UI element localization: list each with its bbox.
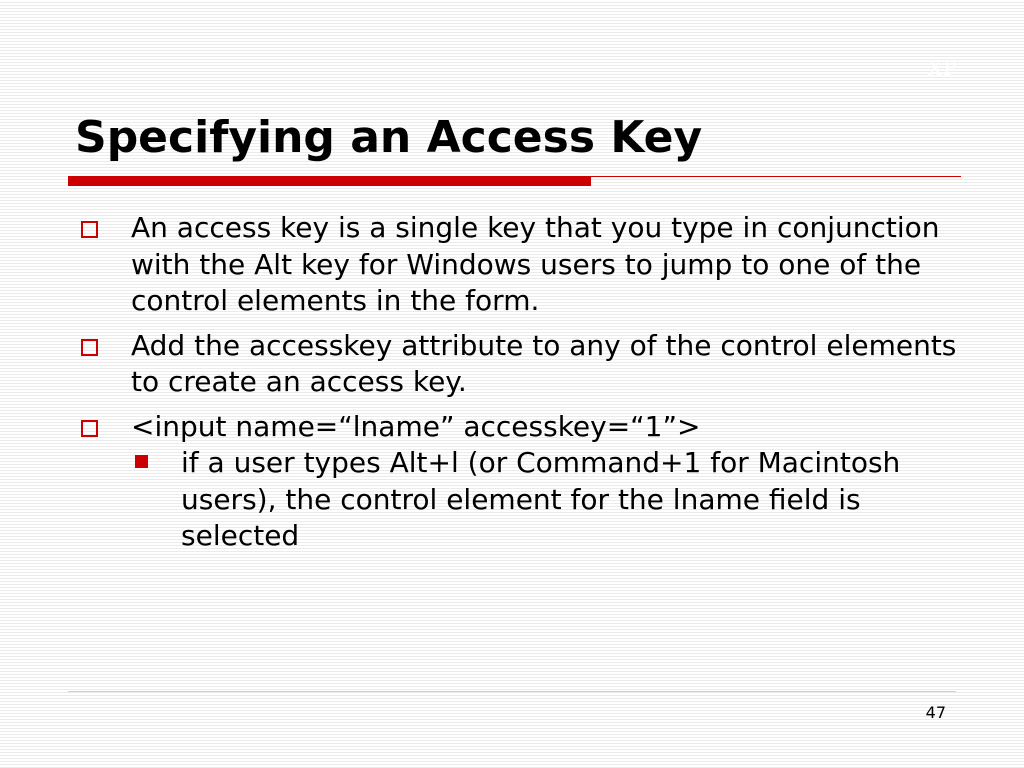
sub-bullet-item: [129, 445, 970, 555]
title-underline-thin: [591, 176, 961, 177]
bullet-item: [80, 328, 970, 401]
bullet-item: [80, 409, 970, 555]
bullet-text: <input name=“lname” accesskey=“1”>: [131, 409, 701, 443]
sub-bullet-list: [129, 445, 970, 555]
bullet-list: [80, 210, 970, 563]
bullet-item: [80, 210, 970, 320]
hollow-square-bullet-icon: [81, 339, 98, 356]
slide-title: Specifying an Access Key: [75, 112, 703, 163]
bullet-text: An access key is a single key that you type in conjunction with the Alt key for Windows users to jump to one of the control elements in the form.: [131, 211, 940, 317]
footer-divider: [68, 691, 956, 692]
sub-bullet-text: if a user types Alt+l (or Command+1 for Macintosh users), the control element for the lname field is selected: [181, 446, 901, 552]
title-underline-thick: [68, 176, 591, 186]
hollow-square-bullet-icon: [81, 221, 98, 238]
hollow-square-bullet-icon: [81, 420, 98, 437]
corner-mark: XP: [928, 56, 958, 80]
page-number: 47: [925, 703, 946, 722]
filled-square-bullet-icon: [135, 455, 148, 468]
bullet-text: Add the accesskey attribute to any of the control elements to create an access key.: [131, 328, 957, 398]
